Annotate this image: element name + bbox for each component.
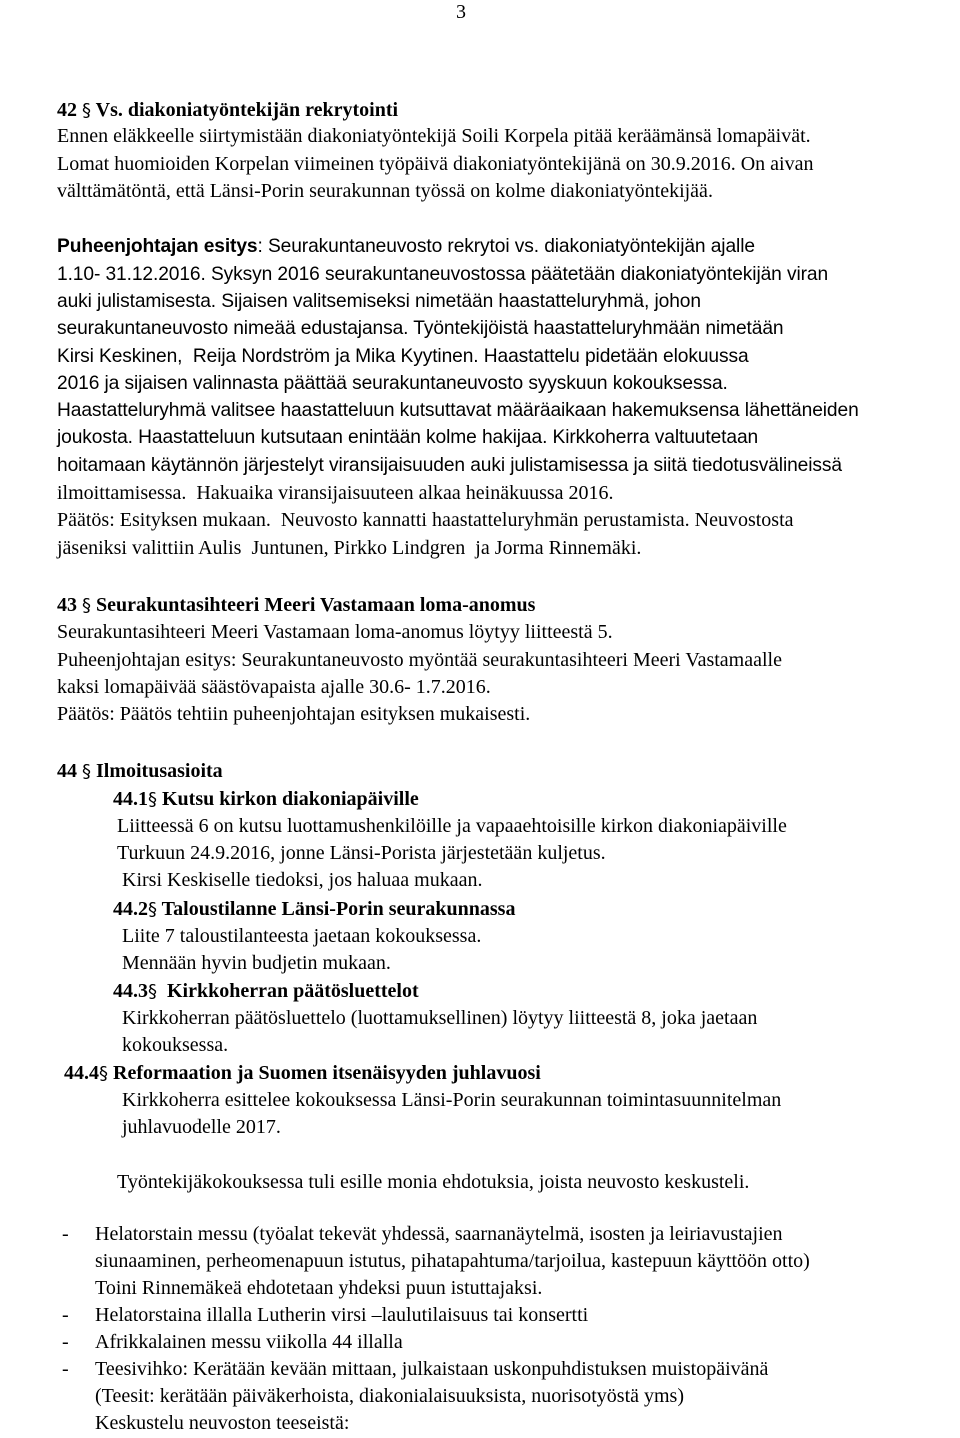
list-item-line: Helatorstain messu (työalat tekevät yhdessä, saarnanäytelmä, isosten ja leiriavustajien — [95, 1223, 783, 1245]
item-44-heading — [57, 758, 223, 785]
section-sign: § — [82, 595, 91, 616]
proposal-line: Kirsi Keskinen, Reija Nordström ja Mika Kyytinen. Haastattelu pidetään elokuussa — [57, 346, 749, 367]
section-sign: § — [148, 899, 157, 920]
paragraph-line: kaksi lomapäivää säästövapaista ajalle 30.6- 1.7.2016. — [57, 676, 491, 698]
proposal-first-line — [57, 234, 755, 260]
subitem-line: Turkuun 24.9.2016, jonne Länsi-Porista järjestetään kuljetus. — [117, 842, 606, 864]
subitem-number: 44.1 — [113, 788, 148, 810]
section-sign: § — [99, 1063, 108, 1084]
proposal-line: seurakuntaneuvosto nimeää edustajansa. Työntekijöistä haastatteluryhmään nimetään — [57, 318, 784, 339]
subitem-line: Liite 7 taloustilanteesta jaetaan kokouksessa. — [122, 925, 482, 947]
subitem-title: Reformaation ja Suomen itsenäisyyden juhlavuosi — [113, 1062, 541, 1084]
item-title: Seurakuntasihteeri Meeri Vastamaan loma-anomus — [96, 594, 536, 616]
bullet-marker: - — [62, 1304, 69, 1326]
item-number: 42 — [57, 99, 77, 121]
bullet-marker: - — [62, 1331, 69, 1353]
proposal-first-rest: : Seurakuntaneuvosto rekrytoi vs. diakoniatyöntekijän ajalle — [257, 236, 755, 257]
list-item-line: (Teesit: kerätään päiväkerhoista, diakonialaisuuksista, nuorisotyöstä yms) — [95, 1385, 685, 1407]
subitem-line: Mennään hyvin budjetin mukaan. — [122, 952, 391, 974]
item-43-heading — [57, 592, 535, 619]
list-item-line: Afrikkalainen messu viikolla 44 illalla — [95, 1331, 403, 1353]
list-item-line: Toini Rinnemäkeä ehdotetaan yhdeksi puun istuttajaksi. — [95, 1277, 543, 1299]
list-item-line: Helatorstaina illalla Lutherin virsi –laulutilaisuus tai konsertti — [95, 1304, 589, 1326]
section-sign: § — [148, 981, 157, 1002]
proposal-line: ilmoittamisessa. Hakuaika viransijaisuuteen alkaa heinäkuussa 2016. — [57, 482, 614, 504]
item-title: Ilmoitusasioita — [96, 760, 223, 782]
subitem-44-1-heading — [113, 786, 419, 813]
paragraph-line: Lomat huomioiden Korpelan viimeinen työpäivä diakoniatyöntekijänä on 30.9.2016. On aivan — [57, 153, 814, 175]
section-sign: § — [148, 789, 157, 810]
item-number: 44 — [57, 760, 77, 782]
proposal-line: 1.10- 31.12.2016. Syksyn 2016 seurakuntaneuvostossa päätetään diakoniatyöntekijän viran — [57, 264, 829, 285]
subitem-44-4-heading — [64, 1060, 541, 1087]
proposal-line: Haastatteluryhmä valitsee haastatteluun kutsuttavat määräaikaan hakemuksensa lähettäneiden — [57, 400, 859, 421]
proposal-line: hoitamaan käytännön järjestelyt viransijaisuuden auki julistamisessa ja siitä tiedotusvälineissä — [57, 455, 842, 476]
list-item-line: Keskustelu neuvoston teeseistä: — [95, 1412, 350, 1434]
list-item-line: Teesivihko: Kerätään kevään mittaan, julkaistaan uskonpuhdistuksen muistopäivänä — [95, 1358, 769, 1380]
section-sign: § — [82, 100, 91, 121]
decision-line: Päätös: Päätös tehtiin puheenjohtajan esityksen mukaisesti. — [57, 703, 531, 725]
subitem-44-2-heading — [113, 896, 515, 923]
page-number: 3 — [456, 1, 466, 23]
bullet-marker: - — [62, 1358, 69, 1380]
item-number: 43 — [57, 594, 77, 616]
bullet-marker: - — [62, 1223, 69, 1245]
subitem-44-3-heading — [113, 978, 419, 1005]
subitem-line: Kirkkoherra esittelee kokouksessa Länsi-Porin seurakunnan toimintasuunnitelman — [122, 1089, 782, 1111]
paragraph-line: Seurakuntasihteeri Meeri Vastamaan loma-anomus löytyy liitteestä 5. — [57, 621, 613, 643]
subitem-line: Liitteessä 6 on kutsu luottamushenkilöille ja vapaaehtoisille kirkon diakoniapäiville — [117, 815, 787, 837]
proposal-line: auki julistamisesta. Sijaisen valitsemiseksi nimetään haastatteluryhmä, johon — [57, 291, 701, 312]
subitem-line: Kirkkoherran päätösluettelo (luottamuksellinen) löytyy liitteestä 8, joka jaetaan — [122, 1007, 758, 1029]
proposal-line: joukosta. Haastatteluun kutsutaan enintään kolme hakijaa. Kirkkoherra valtuutetaan — [57, 427, 759, 448]
subitem-line: juhlavuodelle 2017. — [122, 1116, 281, 1138]
proposal-line: 2016 ja sijaisen valinnasta päättää seurakuntaneuvosto syyskuun kokouksessa. — [57, 373, 728, 394]
list-item-line: siunaaminen, perheomenapuun istutus, pihatapahtuma/tarjoilua, kastepuun käyttöön otto) — [95, 1250, 810, 1272]
item-42-heading — [57, 97, 398, 124]
paragraph-line: Puheenjohtajan esitys: Seurakuntaneuvosto myöntää seurakuntasihteeri Meeri Vastamaalle — [57, 649, 782, 671]
subitem-line: Kirsi Keskiselle tiedoksi, jos haluaa mukaan. — [122, 869, 483, 891]
subitem-number: 44.3 — [113, 980, 148, 1002]
proposal-label: Puheenjohtajan esitys — [57, 236, 258, 257]
item-title: Vs. diakoniatyöntekijän rekrytointi — [95, 99, 399, 121]
subitem-title: Kirkkoherran päätösluettelot — [167, 980, 419, 1002]
subitem-title: Taloustilanne Länsi-Porin seurakunnassa — [161, 898, 516, 920]
subitem-line: kokouksessa. — [122, 1034, 229, 1056]
subitem-number: 44.2 — [113, 898, 148, 920]
decision-line: jäseniksi valittiin Aulis Juntunen, Pirkko Lindgren ja Jorma Rinnemäki. — [57, 537, 642, 559]
section-sign: § — [82, 761, 91, 782]
paragraph-line: välttämätöntä, että Länsi-Porin seurakunnan työssä on kolme diakoniatyöntekijää. — [57, 180, 713, 202]
decision-line: Päätös: Esityksen mukaan. Neuvosto kannatti haastatteluryhmän perustamista. Neuvostosta — [57, 509, 794, 531]
paragraph-line: Ennen eläkkeelle siirtymistään diakoniatyöntekijä Soili Korpela pitää keräämänsä lomapäivät. — [57, 125, 811, 147]
subitem-number: 44.4 — [64, 1062, 99, 1084]
discussion-intro: Työntekijäkokouksessa tuli esille monia ehdotuksia, joista neuvosto keskusteli. — [117, 1171, 750, 1193]
subitem-title: Kutsu kirkon diakoniapäiville — [162, 788, 419, 810]
